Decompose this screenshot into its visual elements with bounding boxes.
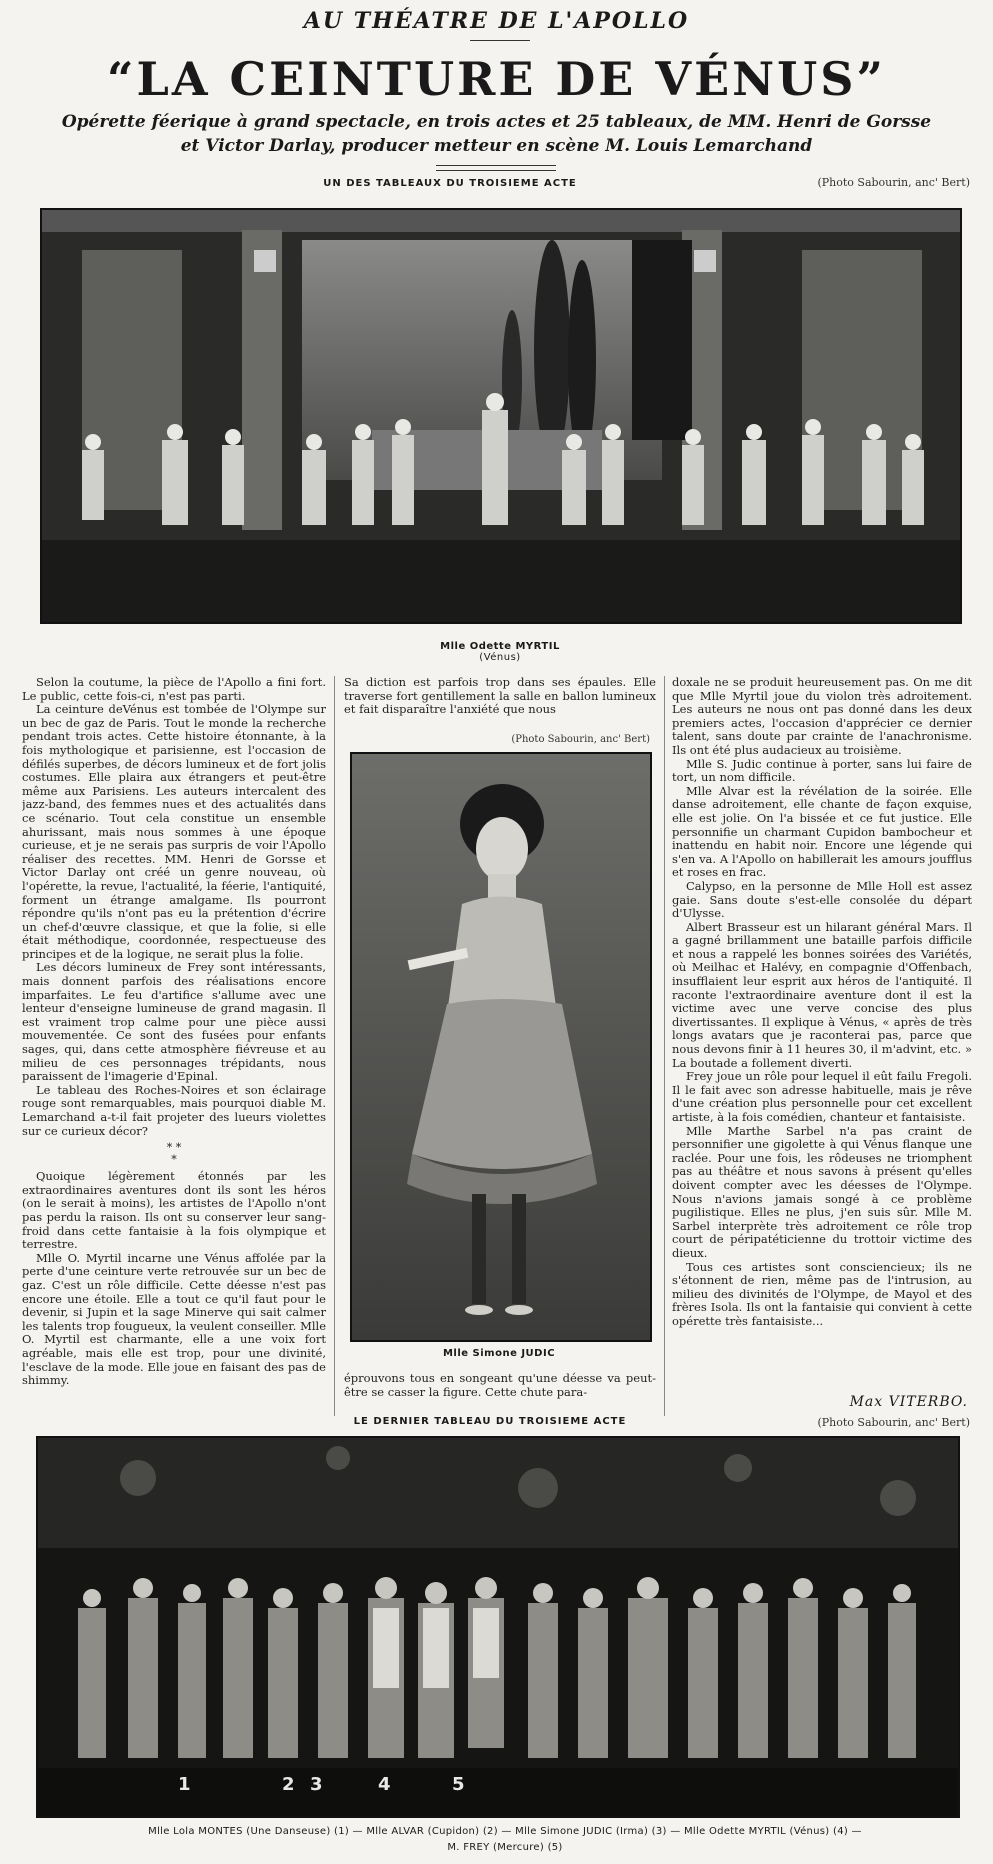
stage-photo-bottom [36,1436,960,1818]
paragraph: Le tableau des Roches-Noires et son éclairage rouge sont remarquables, mais pourquoi diable M. Lemarchand a-t-il fait projeter des lueurs violettes sur ce curieux décor? [22,1082,326,1138]
cast-caption-line-2: M. FREY (Mercure) (5) [447,1842,563,1853]
top-photo-subcaption [400,641,600,663]
figure-number-1: 1 [178,1774,191,1795]
paragraph: Albert Brasseur est un hilarant général Mars. Il a gagné brillamment une bataille parfois difficile et nous a rappelé les bonnes soirées des Variétés, où Meilhac et Halévy, en compagnie d'Offenbach, insufflaient leur esprit aux héros de l'antiquité. Il raconte l'extraordinaire aventure dont il est la victime avec une verve concise des plus divertissantes. Il explique à Vénus, « après de très longs avatars que je raconterai pas, parce que nous devons finir à 11 heures 30, il m'advint, etc. » La boutade a follement diverti. [672,919,972,1070]
portrait-caption: Mlle Simone JUDIC [442,1348,556,1359]
column-divider-left [334,676,335,1416]
paragraph: Calypso, en la personne de Mlle Holl est assez gaie. Sans doute s'est-elle consolée du départ d'Ulysse. [672,878,972,921]
paragraph: La ceinture deVénus est tombée de l'Olympe sur un bec de gaz de Paris. Tout le monde la recherche pendant trois actes. Cette histoire étonnante, à la fois mythologique et parisienne, est l'occasion de défilés superbes, de décors lumineux et de fort jolis costumes. Elle plaira aux étrangers et peut-être même aux Parisiens. Les auteurs intercalent des jazz-band, des femmes nues et des actualités dans ce scénario. Tout cela constitue un ensemble ahurissant, mais nous sommes à une époque curieuse, et je ne serais pas surpris de voir l'Apollo réaliser des recettes. MM. Henri de Gorsse et Victor Darlay ont créé un genre nouveau, où l'opérette, la revue, l'actualité, la féerie, l'antiquité, forment un étrange amalgame. Ils pourront répondre qu'ils n'ont pas eu la prétention d'écrire un chef-d'œuvre classique, et que la folie, si elle était méthodique, coordonnée, respectueuse des principes et de la logique, ne serait plus la folie. [22,702,326,961]
figure-number-2: 2 [282,1774,295,1795]
paragraph: Frey joue un rôle pour lequel il eût failu Fregoli. Il le fait avec son adresse habituelle, mais je rêve d'une création plus personnelle pour cet excellent artiste, à la fois comédien, chanteur et fantaisiste. [672,1069,972,1124]
subtitle-line-2: et Victor Darlay, producer metteur en scène M. Louis Lemarchand [180,136,813,156]
kicker-rule [470,40,530,41]
portrait-credit: (Photo Sabourin, anc' Bert) [511,734,650,745]
paragraph: Mlle S. Judic continue à porter, sans lui faire de tort, un nom difficile. [672,756,972,785]
paragraph: éprouvons tous en songeant qu'une déesse va peut-être se casser la figure. Cette chute para- [344,1371,656,1399]
author-signature: Max VITERBO. [849,1394,968,1410]
paragraph: Mlle Marthe Sarbel n'a pas craint de personnifier une gigolette à qui Vénus flanque une raclée. Pour une fois, les rôdeuses ne triomphent pas au théâtre et nous savons à présent qu'elles doivent compter avec les déesses de l'Olympe. Nous n'avions jamais songé à ce problème pugilistique. Elles ne plus, j'en suis sûr. Mlle M. Sarbel interprète très adroitement ce rôle trop court de péripatéticienne du trottoir victime des dieux. [672,1123,972,1260]
article-column-middle-bottom [344,1372,656,1399]
article-column-left [22,676,326,1396]
bottom-photo-credit: (Photo Sabourin, anc' Bert) [817,1416,970,1429]
section-stars: * * * [166,1141,182,1167]
top-photo-credit: (Photo Sabourin, anc' Bert) [817,176,970,189]
subtitle [40,110,953,158]
stage-photo-top [40,208,962,624]
paragraph: doxale ne se produit heureusement pas. On me dit que Mlle Myrtil joue du violon très adroitement. Les auteurs ne nous ont pas donné dans les deux premiers actes, l'occasion d'apprécier ce dernier talent, sans doute par crainte de l'anachronisme. Ils ont été plus audacieux au troisième. [672,676,972,757]
paragraph: Sa diction est parfois trop dans ses épaules. Elle traverse fort gentillement la salle en ballon lumineux et fait disparaître l'anxiété que nous [344,675,656,717]
paragraph: Tous ces artistes sont consciencieux; ils ne s'étonnent de rien, même pas de l'intrusion, au milieu des divinités de l'Olympe, de Mayol et des frères Isola. Ils ont la fantaisie qui convient à cette opérette très fantaisiste... [672,1259,972,1328]
paragraph: Mlle Alvar est la révélation de la soirée. Elle danse adroitement, elle chante de façon exquise, elle est jolie. On l'a bissée et ce fut justice. Elle personnifie un charmant Cupidon bambocheur et inattendu en habit noir. Encore une légende qui s'en va. A l'Apollo on habillerait les amours joufflus et roses en frac. [672,783,972,880]
paragraph: Quoique légèrement étonnés par les extraordinaires aventures dont ils sont les héros (on le serait à moins), les artistes de l'Apollo n'ont pas perdu la raison. Ils ont su conserver leur sang-froid dans cette fantaisie à la fois olympique et terrestre. [22,1169,326,1252]
article-column-middle-top [344,676,656,717]
paragraph: Mlle O. Myrtil incarne une Vénus affolée par la perte d'une ceinture verte retrouvée sur un bec de gaz. C'est un rôle difficile. Cette déesse n'est pas encore une étoile. Elle a tout ce qu'il faut pour le devenir, si Jupin et la sage Minerve qui sait calmer les talents trop fougueux, la veulent conseiller. Mlle O. Myrtil est charmante, elle a une voix fort agréable, mais elle est trop, pour une divinité, l'esclave de la mode. Elle joue en faisant des pas de shimmy. [22,1250,326,1388]
bottom-photo-caption: LE DERNIER TABLEAU DU TROISIEME ACTE [353,1416,627,1427]
subcaption-role: (Vénus) [479,652,521,663]
paragraph: Selon la coutume, la pièce de l'Apollo a fini fort. Le public, cette fois-ci, n'est pas parti. [22,676,326,703]
figure-number-4: 4 [378,1774,391,1795]
kicker: AU THÉATRE DE L'APOLLO [303,8,690,34]
subtitle-line-1: Opérette féerique à grand spectacle, en trois actes et 25 tableaux, de MM. Henri de Gorsse [61,112,932,132]
article-column-right [672,676,972,1392]
figure-number-3: 3 [310,1774,323,1795]
figure-number-5: 5 [452,1774,465,1795]
portrait-photo [350,752,652,1342]
ornament-rule [436,165,556,171]
top-photo-caption: UN DES TABLEAUX DU TROISIEME ACTE [323,178,577,189]
page-title: “LA CEINTURE DE VÉNUS” [107,52,886,106]
paragraph: Les décors lumineux de Frey sont intéressants, mais donnent parfois des réalisations encore imparfaites. Le feu d'artifice s'allume avec une lenteur d'enseigne lumineuse de grand magasin. Il est vraiment trop calme pour une pièce aussi mouvementée. Ce sont des fusées pour enfants sages, qui, dans cette atmosphère fiévreuse et au milieu de ces personnages trépidants, nous paraissent de l'imagerie d'Epinal. [22,960,326,1084]
cast-caption-line-1: Mlle Lola MONTES (Une Danseuse) (1) — Mlle ALVAR (Cupidon) (2) — Mlle Simone JUDIC (Irma) (3) — Mlle Odette MYRTIL (Vénus) (4) — [148,1826,862,1837]
subcaption-name: Mlle Odette MYRTIL [440,641,560,652]
column-divider-right [664,676,665,1416]
